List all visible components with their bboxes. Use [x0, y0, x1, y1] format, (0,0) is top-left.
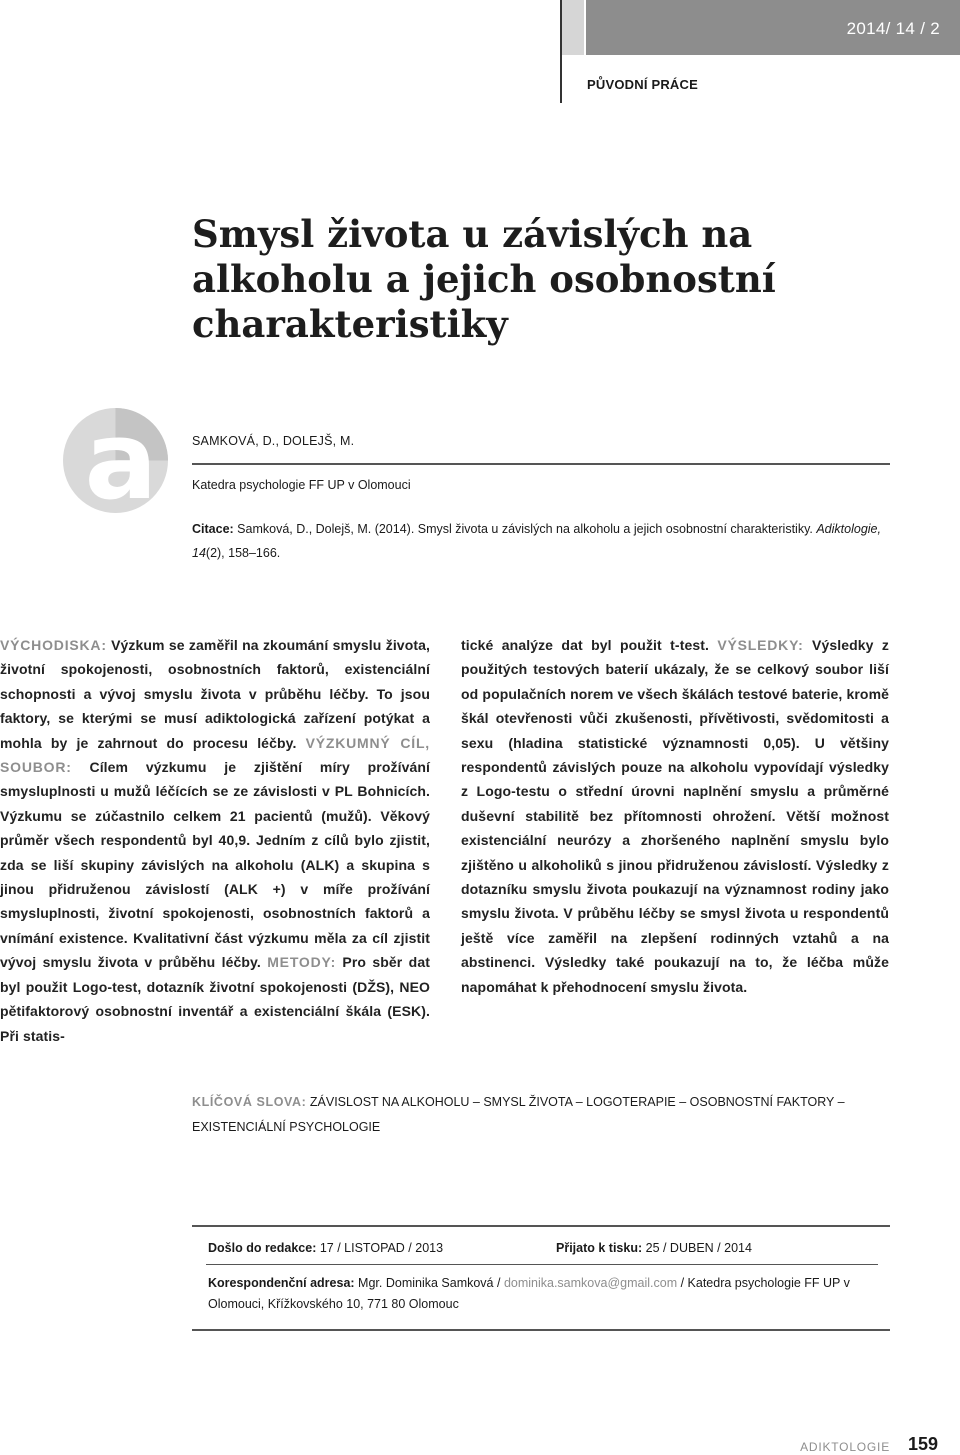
correspondence	[208, 1273, 878, 1315]
page-number: 159	[907, 1434, 938, 1454]
abstract-heading: VÝCHODISKA:	[0, 637, 107, 653]
citation-volume: 14	[192, 546, 206, 560]
received-label: Došlo do redakce:	[208, 1241, 317, 1255]
correspondence-address: / Katedra psychologie FF UP v Olomouci, Křížkovského 10, 771 80 Olomouc	[208, 1276, 850, 1311]
abstract-heading: METODY:	[267, 954, 337, 971]
abstract-column-right	[461, 633, 889, 999]
received-date	[208, 1241, 443, 1255]
citation-pages: (2), 158–166.	[205, 546, 281, 560]
issue-number: 2014/ 14 / 2	[846, 19, 940, 38]
accepted-date	[556, 1241, 752, 1255]
abstract-heading: VÝSLEDKY:	[717, 637, 804, 653]
affiliation: Katedra psychologie FF UP v Olomouci	[192, 478, 411, 492]
abstract-heading: VÝZKUMNÝ CÍL, SOUBOR:	[0, 734, 430, 776]
abstract-text: tické analýze dat byl použit t-test.	[461, 637, 718, 653]
correspondence-email[interactable]: dominika.samkova@gmail.com	[503, 1276, 678, 1290]
accepted-value: 25 / DUBEN / 2014	[642, 1241, 752, 1255]
correspondence-name: Mgr. Dominika Samková /	[354, 1276, 504, 1290]
logo-letter: a	[84, 408, 158, 513]
journal-logo-icon	[63, 408, 168, 513]
header-blank-area	[0, 0, 558, 55]
article-title	[192, 212, 892, 347]
title-line: Smysl života u závislých na	[192, 212, 753, 256]
keywords	[192, 1090, 882, 1140]
title-line: charakteristiky	[192, 302, 508, 346]
title-line: alkoholu a jejich osobnostní	[192, 257, 776, 301]
info-box-divider	[206, 1264, 878, 1265]
citation-label: Citace:	[192, 522, 234, 536]
header-issue-bar	[586, 0, 960, 55]
keywords-label: KLÍČOVÁ SLOVA:	[192, 1095, 307, 1109]
abstract-text: Výzkum se zaměřil na zkoumání smyslu života, životní spokojenosti, osobnostních faktorů, existenciální schopnosti a vývoj smyslu života v průběhu léčby. To jsou faktory, se kterými se musí adiktologická zařízení potýkat a mohla by je zahrnout do procesu léčby.	[0, 637, 430, 751]
divider	[192, 463, 890, 465]
header-divider	[560, 0, 562, 103]
keywords-text: ZÁVISLOST NA ALKOHOLU – SMYSL ŽIVOTA – LOGOTERAPIE – OSOBNOSTNÍ FAKTORY – EXISTENCIÁLNÍ PSYCHOLOGIE	[192, 1095, 845, 1134]
abstract-left-text	[0, 633, 430, 1048]
citation-text: Samková, D., Dolejš, M. (2014). Smysl života u závislých na alkoholu a jejich osobnostní charakteristiky.	[233, 522, 817, 536]
abstract-text: Cílem výzkumu je zjištění míry prožívání smysluplnosti u mužů léčících se ze závislosti v PL Bohnicích. Výzkumu se zúčastnilo celkem 21 pacientů (mužů). Věkový průměr všech respondentů byl 40,9. Jedním z cílů bylo zjistit, zda se liší skupiny závislých na alkoholu (ALK) a skupina s jinou přidruženou závislostí (ALK +) v míře prožívání smysluplnosti, životní spokojenosti, osobnostních faktorů a vnímání existence. Kvalitativní část výzkumu měla za cíl zjistit vývoj smyslu života v průběhu léčby.	[0, 759, 430, 971]
correspondence-label: Korespondenční adresa:	[208, 1276, 355, 1290]
footer-journal-name: ADIKTOLOGIE	[800, 1440, 890, 1454]
section-label: PŮVODNÍ PRÁCE	[587, 77, 698, 92]
citation	[192, 517, 902, 565]
authors: SAMKOVÁ, D., DOLEJŠ, M.	[192, 434, 355, 448]
header-accent-bar	[562, 0, 584, 55]
citation-journal: Adiktologie,	[816, 522, 881, 536]
abstract-text: Výsledky z použitých testových baterií ukázaly, že se celkový soubor liší od populačních norem ve všech škálách testové baterie, kromě škál otevřenosti vůči zkušenosti, přívětivosti, svědomitosti a sexu (hladina statistické významnosti 0,05). U většiny respondentů závislých pouze na alkoholu vypovídají výsledky z Logo-testu o střední úrovni naplnění smyslu a průměrné duševní stabilitě bez přítomnosti ohrožení. Větší možnost existenciální neurózy a zhoršeného naplnění smyslu bylo zjištěno u alkoholiků s jinou přidruženou závislostí. Výsledky z dotazníku smyslu života poukazují na významnost rodiny jako smyslu života. V průběhu léčby se smysl života u respondentů ještě více zaměřil na zlepšení rodinných vztahů a na abstinenci. Výsledky také poukazují na to, že léčba může napomáhat k přehodnocení smyslu života.	[461, 637, 889, 995]
abstract-text: Pro sběr dat byl použit Logo-test, dotazník životní spokojenosti (DŽS), NEO pětifaktorový osobnostní inventář a existenciální škála (ESK). Při statis-	[0, 954, 430, 1044]
accepted-label: Přijato k tisku:	[556, 1241, 643, 1255]
received-value: 17 / LISTOPAD / 2013	[316, 1241, 444, 1255]
article-info-box	[192, 1225, 890, 1331]
